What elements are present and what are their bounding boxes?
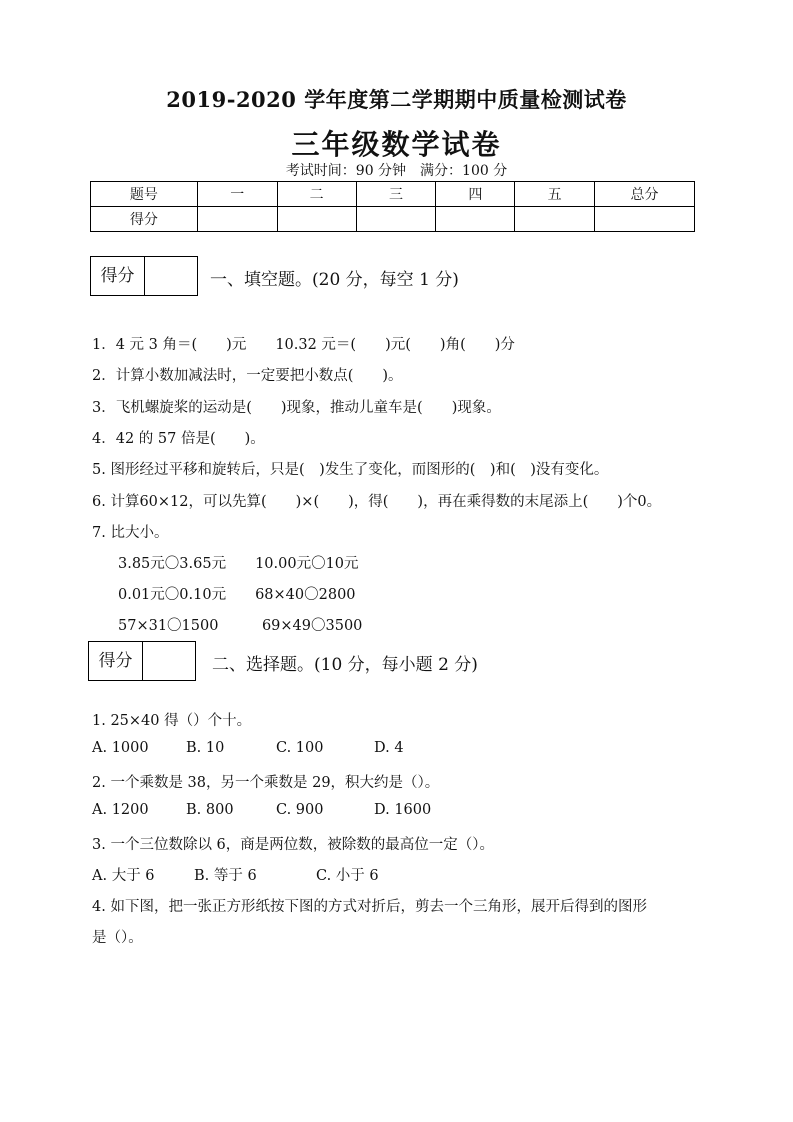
question-2-3: 3. 一个三位数除以 6，商是两位数，被除数的最高位一定（）。 [92,837,495,853]
question-2-2-option-c: C. 900 [276,802,324,818]
section1-heading: 一、填空题。(20 分，每空 1 分) [210,270,459,290]
question-2-2-option-a: A. 1200 [92,802,149,818]
score-cell: 三 [356,182,436,207]
score-cell: 得分 [91,207,198,232]
question-1-2: 2．计算小数加减法时，一定要把小数点( )。 [92,368,403,384]
score-entry-cell[interactable] [356,207,436,232]
score-cell: 四 [436,182,515,207]
question-2-2: 2. 一个乘数是 38，另一个乘数是 29，积大约是（）。 [92,775,440,791]
question-2-3-option-a: A. 大于 6 [92,868,155,884]
score-entry-cell[interactable] [277,207,356,232]
exam-info: 考试时间：90 分钟 满分：100 分 [285,163,508,179]
question-2-2-option-d: D. 1600 [374,802,432,818]
score-cell: 二 [277,182,356,207]
question-2-1-option-a: A. 1000 [92,740,149,756]
score-entry-cell[interactable] [595,207,695,232]
compare-row-1: 3.85元〇3.65元 10.00元〇10元 [118,556,359,572]
section1-score-box [90,256,198,296]
question-1-3: 3．飞机螺旋桨的运动是( )现象，推动儿童车是( )现象。 [92,400,501,416]
section2-score-box [88,641,196,681]
score-table-score-row [91,207,695,232]
question-2-1-option-c: C. 100 [276,740,324,756]
compare-row-3: 57×31〇1500 69×49〇3500 [118,618,363,634]
score-entry-cell[interactable] [197,207,277,232]
score-cell: 题号 [91,182,198,207]
section1-score-label: 得分 [91,257,145,295]
question-1-5: 5. 图形经过平移和旋转后，只是( )发生了变化，而图形的( )和( )没有变化。 [92,462,609,478]
question-1-1: 1．4 元 3 角＝( )元 10.32 元＝( )元( )角( )分 [92,337,515,353]
section2-heading: 二、选择题。(10 分，每小题 2 分) [212,655,478,675]
question-1-7: 7. 比大小。 [92,525,169,541]
question-2-1: 1. 25×40 得（）个十。 [92,713,252,729]
question-2-3-option-c: C. 小于 6 [316,868,379,884]
question-2-1-option-d: D. 4 [374,740,404,756]
question-2-2-option-b: B. 800 [186,802,234,818]
section2-score-label: 得分 [89,642,143,680]
compare-row-2: 0.01元〇0.10元 68×40〇2800 [118,587,356,603]
score-cell: 总分 [595,182,695,207]
question-1-4: 4．42 的 57 倍是( )。 [92,431,265,447]
question-1-6: 6. 计算60×12，可以先算( )×( )，得( )，再在乘得数的末尾添上( )个0。 [92,494,662,510]
score-table [90,181,695,232]
question-2-1-option-b: B. 10 [186,740,225,756]
question-2-4-line-2: 是（）。 [92,930,143,946]
score-entry-cell[interactable] [436,207,515,232]
question-2-3-option-b: B. 等于 6 [194,868,257,884]
exam-title-grade: 三年级数学试卷 [291,128,502,161]
question-2-4-line-1: 4. 如下图，把一张正方形纸按下图的方式对折后，剪去一个三角形，展开后得到的图形 [92,899,647,915]
exam-title-year: 2019-2020 学年度第二学期期中质量检测试卷 [166,87,627,112]
score-cell: 五 [515,182,595,207]
score-cell: 一 [197,182,277,207]
score-entry-cell[interactable] [515,207,595,232]
score-table-header-row [91,182,695,207]
